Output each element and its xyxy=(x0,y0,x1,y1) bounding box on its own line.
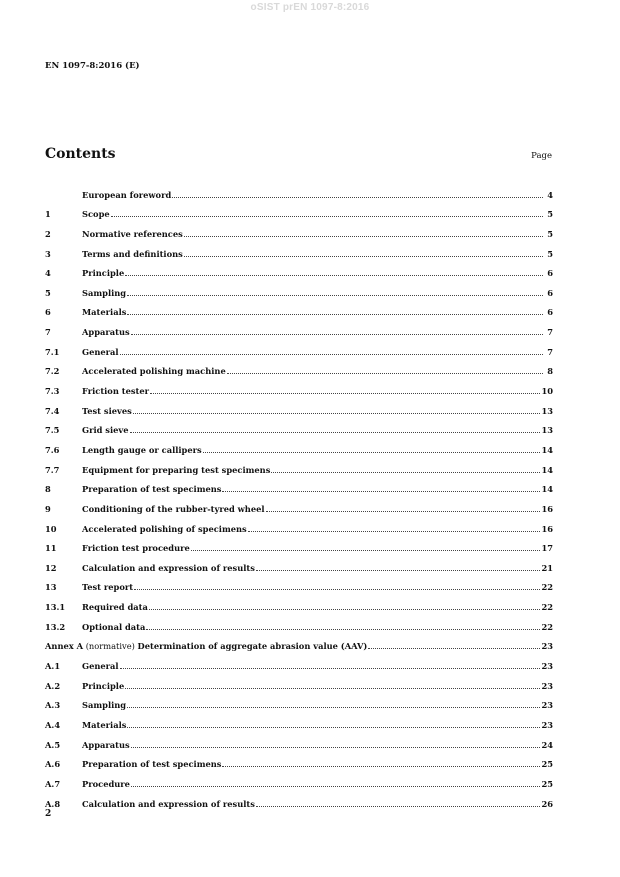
toc-entry[interactable] xyxy=(45,789,553,809)
toc-entry-number: A.5 xyxy=(45,739,61,750)
toc-entry[interactable] xyxy=(45,317,553,337)
toc-entry-number: 7.4 xyxy=(45,405,60,416)
toc-entry[interactable] xyxy=(45,573,553,593)
toc-entry-number: 7.3 xyxy=(45,386,60,397)
toc-entry-title: Procedure xyxy=(82,778,130,789)
toc-entry-number: A.6 xyxy=(45,759,61,770)
toc-entry[interactable] xyxy=(45,651,553,671)
dot-leader xyxy=(127,295,543,296)
toc-entry-title: Apparatus xyxy=(82,739,130,750)
dot-leader xyxy=(130,432,541,433)
toc-entry-page: 7 xyxy=(547,346,553,357)
toc-entry-title: European foreword xyxy=(82,189,172,200)
dot-leader xyxy=(127,314,543,315)
toc-entry[interactable] xyxy=(45,278,553,298)
toc-entry[interactable] xyxy=(45,592,553,612)
toc-entry-number: 2 xyxy=(45,228,51,239)
dot-leader xyxy=(146,629,540,630)
toc-entry-title: Accelerated polishing of specimens xyxy=(82,523,247,534)
toc-entry-page: 22 xyxy=(541,602,553,613)
annex-type: (normative) xyxy=(83,641,138,652)
contents-heading: Contents xyxy=(45,146,116,162)
toc-entry-title: Materials xyxy=(82,719,127,730)
toc-entry-title: Terms and definitions xyxy=(82,248,183,259)
toc-entry[interactable] xyxy=(45,239,553,259)
toc-entry-number: 6 xyxy=(45,307,51,318)
toc-entry[interactable] xyxy=(45,337,553,357)
toc-entry[interactable] xyxy=(45,494,553,514)
toc-entry[interactable] xyxy=(45,376,553,396)
page-number: 2 xyxy=(45,809,52,819)
toc-entry-title: Equipment for preparing test specimens xyxy=(82,464,271,475)
toc-entry-page: 10 xyxy=(541,386,553,397)
toc-entry-page: 14 xyxy=(541,484,553,495)
dot-leader xyxy=(127,727,540,728)
toc-entry[interactable] xyxy=(45,416,553,436)
toc-entry[interactable] xyxy=(45,750,553,770)
toc-entry-page: 13 xyxy=(541,405,553,416)
toc-entry-page: 5 xyxy=(547,209,553,220)
dot-leader xyxy=(256,806,541,807)
dot-leader xyxy=(133,413,541,414)
toc-entry-page: 5 xyxy=(547,248,553,259)
toc-entry-number: A.7 xyxy=(45,778,61,789)
toc-entry-page: 23 xyxy=(541,661,553,672)
toc-entry-title xyxy=(45,641,367,651)
toc-entry-number: A.4 xyxy=(45,719,61,730)
toc-entry-number: 4 xyxy=(45,268,51,279)
dot-leader xyxy=(191,550,541,551)
toc-entry-page: 6 xyxy=(547,287,553,298)
toc-entry-title: General xyxy=(82,346,119,357)
dot-leader xyxy=(172,197,543,198)
dot-leader xyxy=(134,589,540,590)
toc-entry-number: A.2 xyxy=(45,680,61,691)
toc-entry-page: 22 xyxy=(541,582,553,593)
toc-entry-title: Normative references xyxy=(82,228,183,239)
toc-entry[interactable] xyxy=(45,534,553,554)
toc-entry-page: 17 xyxy=(541,543,553,554)
toc-entry-title: Preparation of test specimens xyxy=(82,759,222,770)
annex-label: Annex A xyxy=(45,641,84,652)
dot-leader xyxy=(120,354,543,355)
toc-entry-number: A.8 xyxy=(45,798,61,809)
toc-entry-number: A.3 xyxy=(45,700,61,711)
dot-leader xyxy=(131,747,541,748)
toc-entry[interactable] xyxy=(45,180,553,200)
toc-entry-page: 14 xyxy=(541,444,553,455)
dot-leader xyxy=(368,648,540,649)
toc-entry-title: Principle xyxy=(82,680,125,691)
toc-entry-number: 7.7 xyxy=(45,464,60,475)
dot-leader xyxy=(131,334,543,335)
toc-entry-page: 22 xyxy=(541,621,553,632)
toc-entry-number: 1 xyxy=(45,209,51,220)
toc-entry-page: 25 xyxy=(541,778,553,789)
toc-entry[interactable] xyxy=(45,357,553,377)
toc-entry[interactable] xyxy=(45,710,553,730)
watermark: oSIST prEN 1097-8:2016 xyxy=(250,2,370,13)
toc-entry-number: 13.2 xyxy=(45,621,66,632)
toc-entry-title: Apparatus xyxy=(82,327,130,338)
toc-entry-page: 6 xyxy=(547,268,553,279)
toc-entry-number: 8 xyxy=(45,484,51,495)
toc-entry-page: 6 xyxy=(547,307,553,318)
toc-entry-title: Preparation of test specimens xyxy=(82,484,222,495)
dot-leader xyxy=(248,531,541,532)
toc-entry-title: Accelerated polishing machine xyxy=(82,366,226,377)
toc-entry-number: 7 xyxy=(45,327,51,338)
toc-entry-number: 11 xyxy=(45,543,57,554)
toc-entry-title: Friction tester xyxy=(82,386,150,397)
toc-entry-page: 16 xyxy=(541,503,553,514)
toc-entry-number: 13.1 xyxy=(45,602,66,613)
toc-entry-title: Friction test procedure xyxy=(82,543,190,554)
toc-entry-page: 23 xyxy=(541,719,553,730)
toc-entry-title: Calculation and expression of results xyxy=(82,562,255,573)
toc-entry[interactable] xyxy=(45,396,553,416)
toc-entry[interactable] xyxy=(45,671,553,691)
toc-entry[interactable] xyxy=(45,259,553,279)
toc-entry[interactable] xyxy=(45,612,553,632)
table-of-contents xyxy=(45,180,553,809)
toc-entry-title: General xyxy=(82,661,119,672)
toc-entry-page: 23 xyxy=(541,641,553,652)
dot-leader xyxy=(184,256,543,257)
toc-entry-page: 4 xyxy=(547,189,553,200)
toc-entry-title: Principle xyxy=(82,268,125,279)
toc-entry-number: 10 xyxy=(45,523,57,534)
page-column-label: Page xyxy=(531,151,552,161)
toc-entry-number: 5 xyxy=(45,287,51,298)
toc-entry[interactable] xyxy=(45,435,553,455)
toc-entry-page: 26 xyxy=(541,798,553,809)
toc-entry-page: 7 xyxy=(547,327,553,338)
toc-entry-title: Optional data xyxy=(82,621,146,632)
dot-leader xyxy=(203,452,541,453)
toc-entry-number: 12 xyxy=(45,562,57,573)
toc-entry[interactable] xyxy=(45,455,553,475)
toc-entry[interactable] xyxy=(45,298,553,318)
dot-leader xyxy=(127,707,540,708)
dot-leader xyxy=(271,472,540,473)
toc-entry-page: 24 xyxy=(541,739,553,750)
toc-entry-title: Calculation and expression of results xyxy=(82,798,255,809)
toc-entry-page: 14 xyxy=(541,464,553,475)
toc-entry-title: Length gauge or callipers xyxy=(82,444,202,455)
toc-entry-page: 8 xyxy=(547,366,553,377)
toc-entry-title: Conditioning of the rubber-tyred wheel xyxy=(82,503,265,514)
dot-leader xyxy=(149,609,541,610)
dot-leader xyxy=(125,688,540,689)
toc-entry-number: 7.2 xyxy=(45,366,60,377)
dot-leader xyxy=(125,275,543,276)
toc-entry-number: 3 xyxy=(45,248,51,259)
toc-entry[interactable] xyxy=(45,632,553,652)
dot-leader xyxy=(120,668,541,669)
toc-entry-page: 21 xyxy=(541,562,553,573)
toc-entry[interactable] xyxy=(45,200,553,220)
toc-entry-page: 5 xyxy=(547,228,553,239)
toc-entry[interactable] xyxy=(45,553,553,573)
toc-entry-page: 23 xyxy=(541,680,553,691)
toc-entry-number: A.1 xyxy=(45,661,61,672)
toc-entry[interactable] xyxy=(45,691,553,711)
toc-entry-page: 16 xyxy=(541,523,553,534)
dot-leader xyxy=(266,511,541,512)
toc-entry-number: 7.1 xyxy=(45,346,60,357)
dot-leader xyxy=(227,373,543,374)
toc-entry[interactable] xyxy=(45,219,553,239)
toc-entry-title: Grid sieve xyxy=(82,425,129,436)
toc-entry[interactable] xyxy=(45,769,553,789)
dot-leader xyxy=(131,786,540,787)
toc-entry-title: Test sieves xyxy=(82,405,132,416)
dot-leader xyxy=(150,393,540,394)
dot-leader xyxy=(184,236,543,237)
toc-entry-number: 13 xyxy=(45,582,57,593)
annex-title: Determination of aggregate abrasion value (AAV) xyxy=(137,641,368,652)
document-id: EN 1097-8:2016 (E) xyxy=(45,61,140,71)
toc-entry-title: Scope xyxy=(82,209,110,220)
toc-entry-number: 7.5 xyxy=(45,425,60,436)
dot-leader xyxy=(222,766,540,767)
dot-leader xyxy=(222,491,540,492)
toc-entry-number: 9 xyxy=(45,503,51,514)
toc-entry-number: 7.6 xyxy=(45,444,60,455)
toc-entry-title: Sampling xyxy=(82,287,127,298)
toc-entry-title: Sampling xyxy=(82,700,127,711)
dot-leader xyxy=(256,570,541,571)
toc-entry[interactable] xyxy=(45,514,553,534)
toc-entry-page: 13 xyxy=(541,425,553,436)
toc-entry[interactable] xyxy=(45,475,553,495)
toc-entry[interactable] xyxy=(45,730,553,750)
toc-entry-page: 23 xyxy=(541,700,553,711)
toc-entry-title: Test report xyxy=(82,582,134,593)
toc-entry-title: Materials xyxy=(82,307,127,318)
dot-leader xyxy=(111,216,543,217)
toc-entry-page: 25 xyxy=(541,759,553,770)
toc-entry-title: Required data xyxy=(82,602,148,613)
